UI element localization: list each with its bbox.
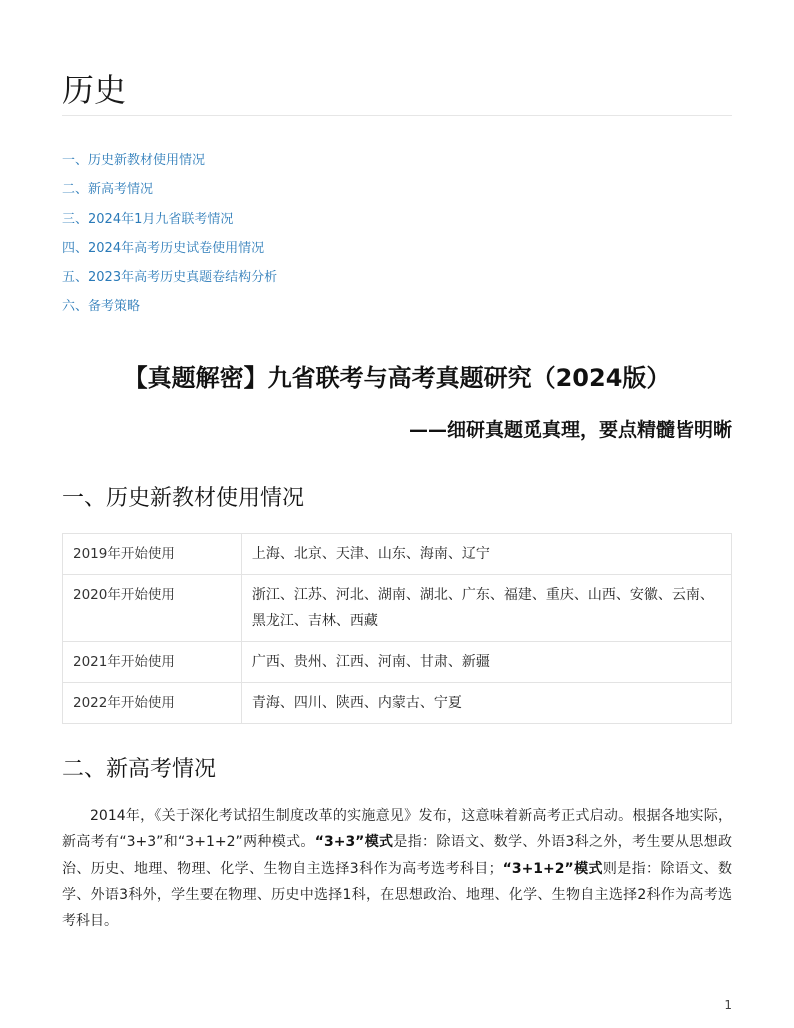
- toc-link-6[interactable]: 六、备考策略: [62, 299, 141, 315]
- sub-heading: ——细研真题觅真理，要点精髓皆明晰: [408, 419, 732, 441]
- table-row: [63, 683, 732, 724]
- main-heading: 【真题解密】九省联考与高考真题研究（2024版）: [123, 364, 671, 392]
- paragraph-text: 则是指：除语文、数学、外语3科外，学生要在物理、历史中选择1科，在思想政治、地理、化学、生物自主选择2科作为高考选考科目。: [62, 860, 733, 930]
- table-cell-year: 2021年开始使用: [63, 642, 242, 683]
- textbook-usage-table: [62, 533, 732, 724]
- page-number: 1: [724, 998, 732, 1012]
- paragraph-bold-term: “3+3”模式: [314, 834, 394, 851]
- section-heading-new-gaokao: 二、新高考情况: [62, 757, 217, 782]
- toc-link-5[interactable]: 五、2023年高考历史真题卷结构分析: [62, 270, 278, 286]
- title-divider: [62, 115, 732, 116]
- table-row: [63, 575, 732, 642]
- table-row: [63, 642, 732, 683]
- section-heading-textbook-usage: 一、历史新教材使用情况: [62, 486, 305, 511]
- toc-link-3[interactable]: 三、2024年1月九省联考情况: [62, 211, 234, 227]
- paragraph-text: 2014年，《关于深化考试招生制度改革的实施意见》发布，这意味着新高考正式启动。根据各地实际，新高考有“3+3”和“3+1+2”两种模式。: [62, 808, 732, 851]
- table-cell-year: 2020年开始使用: [63, 575, 242, 642]
- toc-link-1[interactable]: 一、历史新教材使用情况: [62, 153, 206, 168]
- table-cell-provinces: 青海、四川、陕西、内蒙古、宁夏: [241, 683, 731, 724]
- table-cell-provinces: 广西、贵州、江西、河南、甘肃、新疆: [241, 642, 731, 683]
- paragraph-text: 是指：除语文、数学、外语3科之外，考生要从思想政治、历史、地理、物理、化学、生物自主选择3科作为高考选考科目；: [62, 834, 732, 877]
- table-of-contents: [62, 146, 277, 322]
- table-cell-year: 2022年开始使用: [63, 683, 242, 724]
- table-cell-provinces: 上海、北京、天津、山东、海南、辽宁: [241, 534, 731, 575]
- new-gaokao-paragraph: [62, 803, 732, 934]
- toc-link-2[interactable]: 二、新高考情况: [62, 182, 154, 198]
- table-cell-year: 2019年开始使用: [63, 534, 242, 575]
- toc-link-4[interactable]: 四、2024年高考历史试卷使用情况: [62, 240, 265, 256]
- document-title: 历史: [62, 71, 127, 109]
- table-cell-provinces: 浙江、江苏、河北、湖南、湖北、广东、福建、重庆、山西、安徽、云南、黑龙江、吉林、西藏: [241, 575, 731, 642]
- paragraph-bold-term: “3+1+2”模式: [502, 860, 603, 877]
- table-row: [63, 534, 732, 575]
